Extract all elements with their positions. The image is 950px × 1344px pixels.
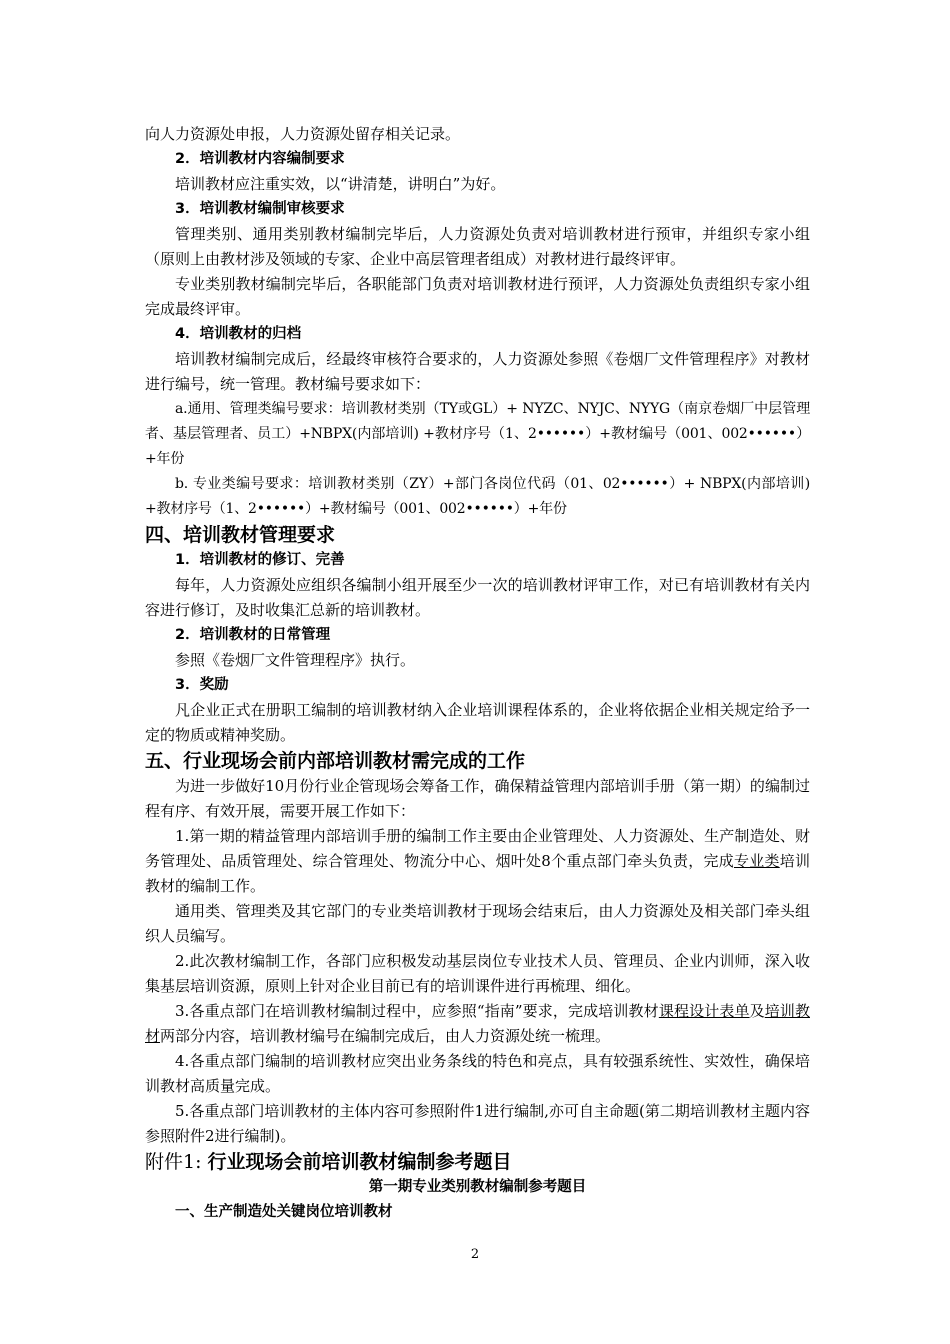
paragraph: 通用类、管理类及其它部门的专业类培训教材于现场会结束后，由人力资源处及相关部门牵头组织人员编写。	[145, 902, 810, 945]
paragraph: 4.各重点部门编制的培训教材应突出业务条线的特色和亮点，具有较强系统性、实效性，确保培训教材高质量完成。	[145, 1052, 810, 1095]
subheading: 一、生产制造处关键岗位培训教材	[175, 1204, 393, 1220]
paragraph: 2.此次教材编制工作，各部门应积极发动基层岗位专业技术人员、管理员、企业内训师，深入收集基层培训资源，原则上针对企业目前已有的培训课件进行再梳理、细化。	[145, 952, 810, 995]
paragraph-code-a: a.通用、管理类编号要求：培训教材类别（TY或GL）+ NYZC、NYJC、NYYG（南京卷烟厂中层管理者、基层管理者、员工）+NBPX(内部培训) +教材序号（1、2••••••）+教材编号（001、002••••••）+年份	[145, 401, 810, 467]
paragraph: 为进一步做好10月份行业企管现场会筹备工作，确保精益管理内部培训手册（第一期）的编制过程有序、有效开展，需要开展工作如下：	[145, 777, 810, 820]
text-run: 及	[749, 1002, 765, 1020]
subheading: 3．培训教材编制审核要求	[175, 201, 345, 217]
section-heading: 五、行业现场会前内部培训教材需完成的工作	[145, 750, 526, 772]
paragraph: 5.各重点部门培训教材的主体内容可参照附件1进行编制,亦可自主命题(第二期培训教材主题内容参照附件2进行编制)。	[145, 1102, 810, 1145]
subheading: 2．培训教材内容编制要求	[175, 151, 345, 167]
paragraph: 凡企业正式在册职工编制的培训教材纳入企业培训课程体系的，企业将依据企业相关规定给予一定的物质或精神奖励。	[145, 701, 810, 744]
subheading: 2．培训教材的日常管理	[175, 627, 331, 643]
text-run: 1.第一期的精益管理内部培训手册的编制工作主要由企业管理处、人力资源处、生产制造处、财务管理处、品质管理处、综合管理处、物流分中心、烟叶处8个重点部门牵头负责，完成	[145, 827, 810, 870]
attachment-prefix: 附件1:	[145, 1151, 202, 1173]
text-run: 两部分内容，培训教材编号在编制完成后，由人力资源处统一梳理。	[160, 1027, 611, 1045]
section-heading: 四、培训教材管理要求	[145, 524, 336, 546]
underlined-text: 课程设计表单	[658, 1002, 750, 1020]
underlined-text: 培训教材	[145, 1002, 810, 1045]
paragraph: 管理类别、通用类别教材编制完毕后，人力资源处负责对培训教材进行预审，并组织专家小组（原则上由教材涉及领域的专家、企业中高层管理者组成）对教材进行最终评审。	[145, 225, 810, 268]
paragraph: 向人力资源处申报，人力资源处留存相关记录。	[145, 125, 461, 143]
paragraph: 参照《卷烟厂文件管理程序》执行。	[175, 651, 416, 669]
attachment-title: 行业现场会前培训教材编制参考题目	[207, 1151, 512, 1173]
underlined-text: 专业类	[734, 852, 780, 870]
subheading: 4．培训教材的归档	[175, 326, 302, 342]
text-run: 培训教材的编制工作。	[145, 852, 810, 895]
paragraph: 每年，人力资源处应组织各编制小组开展至少一次的培训教材评审工作，对已有培训教材有关内容进行修订，及时收集汇总新的培训教材。	[145, 576, 810, 619]
paragraph	[145, 999, 810, 1049]
text-run: 3.各重点部门在培训教材编制过程中，应参照“指南”要求，完成培训教材	[175, 1002, 659, 1020]
subheading: 3．奖励	[175, 677, 229, 693]
paragraph: 培训教材编制完成后，经最终审核符合要求的，人力资源处参照《卷烟厂文件管理程序》对教材进行编号，统一管理。教材编号要求如下：	[145, 350, 810, 393]
paragraph: 培训教材应注重实效，以“讲清楚，讲明白”为好。	[175, 175, 506, 193]
paragraph: 专业类别教材编制完毕后，各职能部门负责对培训教材进行预评，人力资源处负责组织专家小组完成最终评审。	[145, 275, 810, 318]
paragraph-code-b: b. 专业类编号要求：培训教材类别（ZY）+部门各岗位代码（01、02••••••）+ NBPX(内部培训) +教材序号（1、2••••••）+教材编号（001、002••••••）+年份	[145, 476, 810, 517]
page-number: 2	[470, 1247, 480, 1262]
paragraph	[145, 824, 810, 899]
attachment-subtitle: 第一期专业类别教材编制参考题目	[368, 1179, 587, 1195]
attachment-heading	[145, 1149, 810, 1175]
subheading: 1．培训教材的修订、完善	[175, 552, 345, 568]
page-content	[145, 122, 810, 1225]
